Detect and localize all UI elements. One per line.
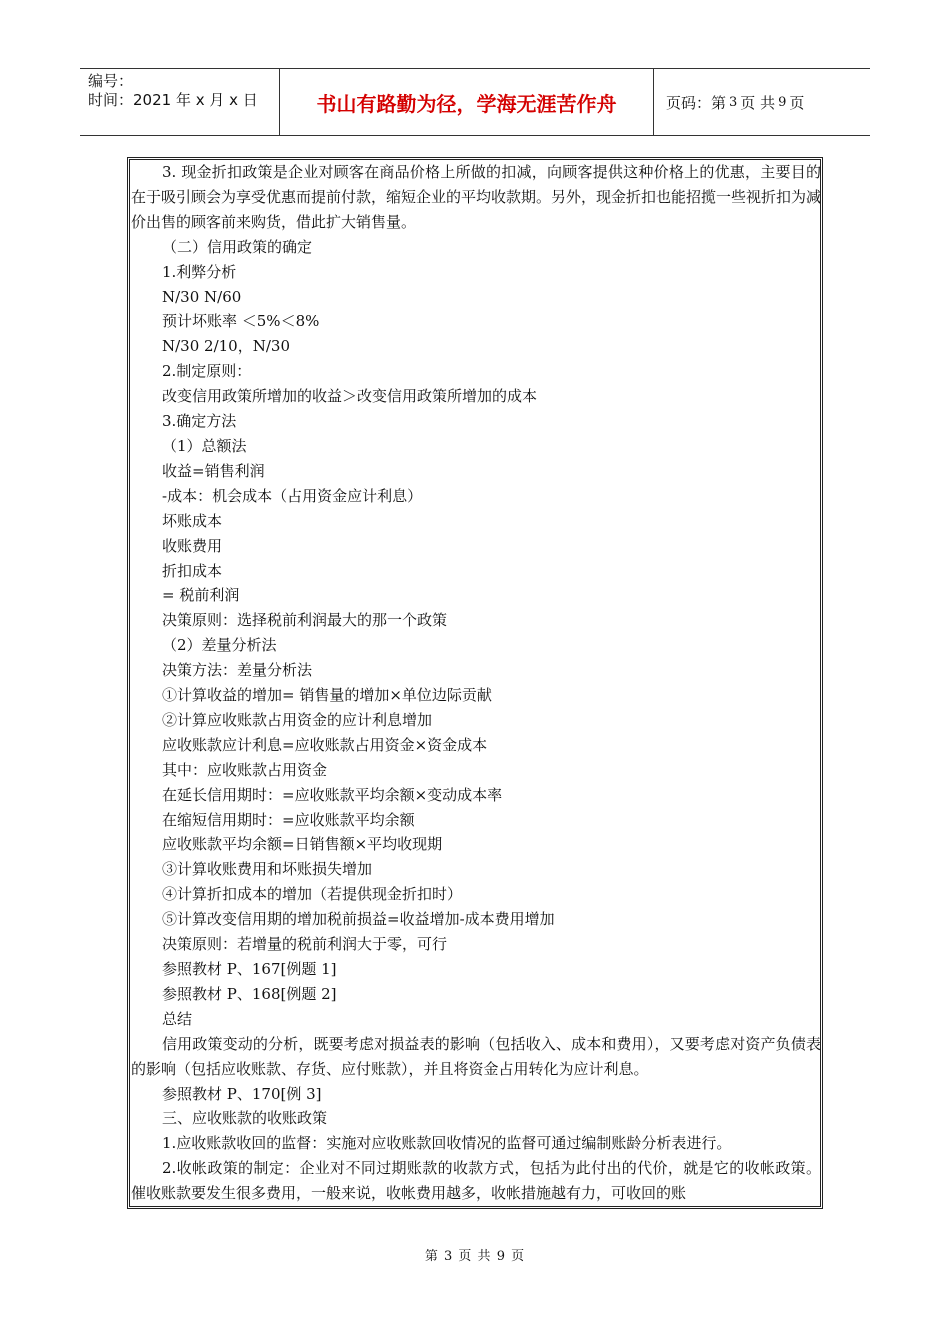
text-line: 参照教材 P、167[例题 1]: [162, 960, 337, 978]
page-prefix: 页码：第: [666, 93, 727, 112]
text-line: 改变信用政策所增加的收益＞改变信用政策所增加的成本: [162, 387, 538, 406]
subheading: 2.制定原则：: [162, 362, 252, 381]
section-heading: （二）信用政策的确定: [162, 237, 313, 256]
subheading: （1）总额法: [162, 436, 247, 455]
text-line: N/30 N/60: [162, 287, 242, 306]
text-line: 收益=销售利润: [162, 461, 265, 480]
text-line: ⑤计算改变信用期的增加税前损益=收益增加-成本费用增加: [162, 910, 555, 929]
subheading: 1.利弊分析: [162, 262, 237, 281]
text-line: 其中：应收账款占用资金: [162, 760, 328, 779]
text-line: 收账费用: [162, 536, 223, 555]
header-page-number: [654, 69, 870, 135]
page-middle: 页 共: [740, 93, 776, 112]
page-header: [80, 68, 870, 136]
text-line: 应收账款平均余额=日销售额×平均收现期: [162, 835, 443, 854]
document-number-label: 编号：: [88, 72, 134, 90]
section-heading: 三、应收账款的收账政策: [162, 1109, 328, 1128]
text-line: 折扣成本: [162, 561, 223, 580]
page-current: 3: [729, 94, 738, 110]
text-line: ③计算收账费用和坏账损失增加: [162, 860, 373, 879]
text-line: 参照教材 P、168[例题 2]: [162, 984, 337, 1003]
text-line: 决策方法：差量分析法: [162, 661, 313, 680]
subheading: 总结: [162, 1009, 193, 1028]
text-line: 决策原则：选择税前利润最大的那一个政策: [162, 611, 448, 630]
text-line: = 税前利润: [162, 586, 240, 605]
document-date: 时间：2021 年 x 月 x 日: [88, 91, 258, 109]
paragraph-collection-policy: 2.收帐政策的制定：企业对不同过期账款的收款方式，包括为此付出的代价，就是它的收帐政策。催收账款要发生很多费用，一般来说，收帐费用越多，收帐措施越有力，可收回的账: [131, 1159, 821, 1203]
text-line: 参照教材 P、170[例 3]: [162, 1084, 322, 1103]
header-meta: [80, 69, 280, 135]
text-line: -成本：机会成本（占用资金应计利息）: [162, 486, 423, 505]
text-line: N/30 2/10，N/30: [162, 337, 290, 356]
paragraph-cash-discount: 3. 现金折扣政策是企业对顾客在商品价格上所做的扣减，向顾客提供这种价格上的优惠，主要目的在于吸引顾会为享受优惠而提前付款，缩短企业的平均收款期。另外，现金折扣也能招揽一些视折扣为减价出售的顾客前来购货，借此扩大销售量。: [131, 163, 822, 231]
text-line: 在缩短信用期时：=应收账款平均余额: [162, 810, 415, 829]
text-line: ②计算应收账款占用资金的应计利息增加: [162, 710, 433, 729]
header-motto: 书山有路勤为径，学海无涯苦作舟: [280, 69, 654, 135]
page-total: 9: [778, 94, 787, 110]
text-line: 在延长信用期时：=应收账款平均余额×变动成本率: [162, 785, 503, 804]
text-line: 应收账款应计利息=应收账款占用资金×资金成本: [162, 735, 488, 754]
text-line: ④计算折扣成本的增加（若提供现金折扣时）: [162, 885, 463, 904]
paragraph-summary: 信用政策变动的分析，既要考虑对损益表的影响（包括收入、成本和费用），又要考虑对资产负债表的影响（包括应收账款、存货、应付账款），并且将资金占用转化为应计利息。: [131, 1034, 821, 1078]
page-footer: 第 3 页 共 9 页: [424, 1249, 526, 1264]
document-body: [131, 160, 821, 1206]
page-suffix: 页: [789, 93, 805, 112]
text-line: 预计坏账率 ＜5%＜8%: [162, 312, 320, 331]
subheading: （2）差量分析法: [162, 636, 277, 655]
text-line: ①计算收益的增加= 销售量的增加×单位边际贡献: [162, 686, 492, 705]
paragraph-monitoring: 1.应收账款收回的监督：实施对应收账款回收情况的监督可通过编制账龄分析表进行。: [162, 1134, 732, 1153]
text-line: 决策原则：若增量的税前利润大于零，可行: [162, 935, 448, 954]
subheading: 3.确定方法: [162, 412, 237, 431]
text-line: 坏账成本: [162, 511, 223, 530]
